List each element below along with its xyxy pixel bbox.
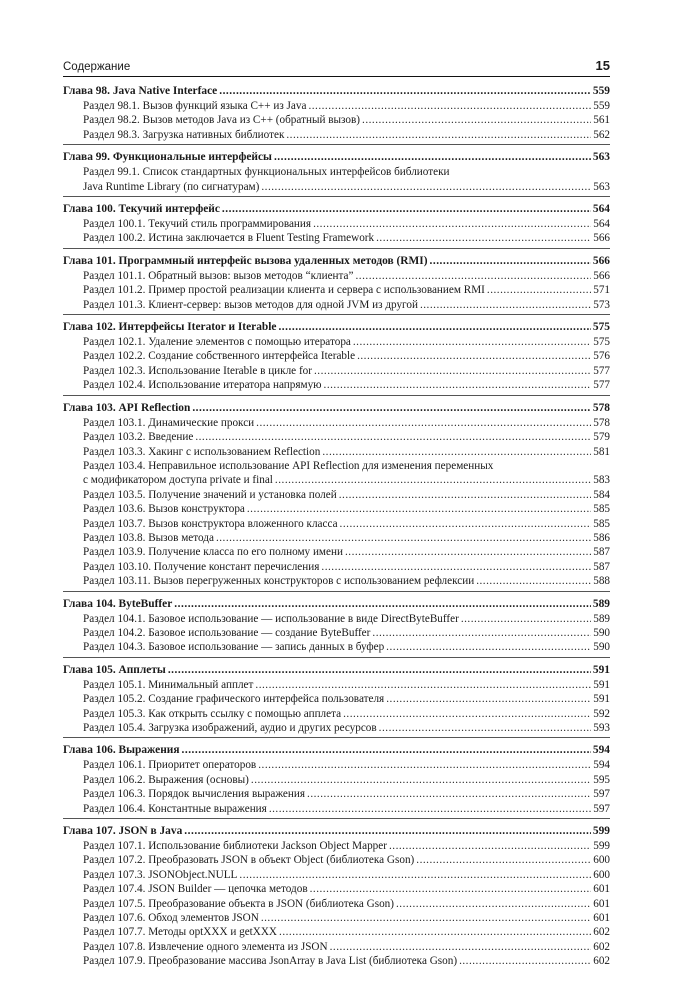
chapter-title: Глава 99. Функциональные интерфейсы <box>63 151 272 164</box>
section-title: Раздел 103.1. Динамические прокси <box>83 416 255 429</box>
section-entry[interactable] <box>63 574 610 588</box>
section-entry[interactable] <box>63 626 610 640</box>
section-entry[interactable] <box>63 692 610 706</box>
section-entry[interactable] <box>63 839 610 853</box>
leader-dots <box>239 868 591 882</box>
section-page: 589 <box>593 612 610 625</box>
section-title-continued: с модификатором доступа private и final <box>83 474 273 487</box>
chapter-page: 575 <box>592 321 610 334</box>
section-title: Раздел 102.3. Использование Iterable в цикле for <box>83 364 312 377</box>
section-page: 588 <box>593 575 610 588</box>
section-entry[interactable] <box>63 430 610 444</box>
section-page: 576 <box>593 350 610 363</box>
section-title: Раздел 106.1. Приоритет операторов <box>83 759 257 772</box>
leader-dots <box>376 231 591 245</box>
leader-dots <box>396 897 591 911</box>
leader-dots <box>219 84 591 99</box>
toc-chapter <box>63 150 610 197</box>
section-title: Раздел 103.4. Неправильное использование API Reflection для изменения переменных <box>83 459 494 472</box>
section-title: Раздел 106.2. Выражения (основы) <box>83 773 249 786</box>
leader-dots <box>258 758 591 772</box>
toc-chapter <box>63 824 610 971</box>
chapter-entry[interactable] <box>63 150 610 165</box>
section-entry[interactable] <box>63 502 610 516</box>
leader-dots <box>261 180 591 194</box>
section-page: 561 <box>593 114 610 127</box>
section-entry[interactable] <box>63 364 610 378</box>
section-entry[interactable] <box>63 349 610 363</box>
section-title: Раздел 105.4. Загрузка изображений, аудио и других ресурсов <box>83 722 377 734</box>
section-title: Раздел 103.9. Получение класса по его полному имени <box>83 546 343 559</box>
section-page: 601 <box>593 897 610 910</box>
leader-dots <box>310 882 592 896</box>
toc-chapter <box>63 743 610 819</box>
section-page: 593 <box>593 722 610 734</box>
chapter-entry[interactable] <box>63 320 610 335</box>
section-page: 575 <box>593 336 610 349</box>
section-page: 577 <box>593 379 610 392</box>
section-page: 591 <box>593 693 610 706</box>
chapter-entry[interactable] <box>63 743 610 758</box>
section-page: 590 <box>593 641 610 654</box>
leader-dots <box>279 925 591 939</box>
header-rule <box>63 76 610 77</box>
chapter-page: 591 <box>592 663 610 676</box>
leader-dots <box>216 531 591 545</box>
section-page: 577 <box>593 364 610 377</box>
chapter-page: 559 <box>592 85 610 97</box>
section-page: 566 <box>593 269 610 282</box>
section-entry[interactable] <box>63 283 610 297</box>
section-page: 562 <box>593 128 610 141</box>
section-page: 602 <box>593 926 610 939</box>
chapter-page: 578 <box>592 401 610 414</box>
section-title: Раздел 102.4. Использование итератора напрямую <box>83 379 322 392</box>
section-entry[interactable] <box>63 113 610 127</box>
section-entry[interactable] <box>63 269 610 283</box>
section-page: 564 <box>593 218 610 231</box>
chapter-page: 566 <box>592 254 610 267</box>
chapter-page: 599 <box>592 825 610 838</box>
leader-dots <box>192 401 591 416</box>
section-title: Раздел 100.2. Истина заключается в Fluent Testing Framework <box>83 232 375 245</box>
section-title: Раздел 107.6. Обход элементов JSON <box>83 912 259 925</box>
chapter-title: Глава 107. JSON в Java <box>63 825 183 838</box>
chapter-page: 589 <box>592 597 610 610</box>
section-entry[interactable] <box>63 217 610 231</box>
section-title: Раздел 107.2. Преобразовать JSON в объект Object (библиотека Gson) <box>83 854 415 867</box>
leader-dots <box>308 99 591 113</box>
leader-dots <box>222 202 591 217</box>
leader-dots <box>343 707 591 721</box>
toc-page <box>63 58 610 976</box>
chapter-page: 594 <box>592 744 610 757</box>
section-entry[interactable] <box>63 416 610 430</box>
section-entry[interactable] <box>63 335 610 349</box>
section-title: Раздел 105.2. Создание графического интерфейса пользователя <box>83 693 385 706</box>
section-page: 590 <box>593 626 610 639</box>
section-entry[interactable] <box>63 445 610 459</box>
section-page: 600 <box>593 854 610 867</box>
chapter-title: Глава 104. ByteBuffer <box>63 597 173 610</box>
section-page: 581 <box>593 445 610 458</box>
section-title: Раздел 103.2. Введение <box>83 431 194 444</box>
section-title: Раздел 103.10. Получение констант перечисления <box>83 560 320 573</box>
section-entry[interactable] <box>63 758 610 772</box>
section-page: 585 <box>593 503 610 516</box>
leader-dots <box>286 128 591 142</box>
section-title: Раздел 98.3. Загрузка нативных библиотек <box>83 128 285 141</box>
chapter-title: Глава 100. Текучий интерфейс <box>63 203 220 216</box>
section-page: 579 <box>593 431 610 444</box>
section-page: 594 <box>593 759 610 772</box>
leader-dots <box>247 502 591 516</box>
leader-dots <box>356 269 592 283</box>
leader-dots <box>324 378 592 392</box>
section-entry[interactable] <box>63 911 610 925</box>
toc-chapter <box>63 663 610 739</box>
section-page: 586 <box>593 531 610 544</box>
chapter-entry[interactable] <box>63 84 610 99</box>
section-page: 583 <box>593 474 610 487</box>
leader-dots <box>278 320 590 335</box>
leader-dots <box>340 517 592 531</box>
toc-chapter <box>63 202 610 249</box>
section-entry[interactable] <box>63 488 610 502</box>
leader-dots <box>307 787 591 801</box>
section-page: 571 <box>593 284 610 297</box>
chapter-page: 564 <box>592 203 610 216</box>
chapter-entry[interactable] <box>63 401 610 416</box>
chapter-entry[interactable] <box>63 597 610 612</box>
section-page: 591 <box>593 678 610 691</box>
chapter-title: Глава 105. Апплеты <box>63 663 166 676</box>
toc-chapter <box>63 84 610 145</box>
chapter-title: Глава 102. Интерфейсы Iterator и Iterable <box>63 321 277 334</box>
leader-dots <box>487 283 591 297</box>
section-entry[interactable] <box>63 378 610 392</box>
section-page: 597 <box>593 788 610 801</box>
section-entry[interactable] <box>63 231 610 245</box>
section-title: Раздел 104.3. Базовое использование — запись данных в буфер <box>83 641 385 654</box>
section-title: Раздел 106.4. Константные выражения <box>83 802 267 815</box>
leader-dots <box>420 298 591 312</box>
chapter-page: 563 <box>592 151 610 164</box>
leader-dots <box>459 954 591 968</box>
section-title: Раздел 103.3. Хакинг с использованием Reflection <box>83 445 321 458</box>
section-entry[interactable] <box>63 707 610 721</box>
section-entry[interactable] <box>63 545 610 559</box>
leader-dots <box>345 545 591 559</box>
running-head-title: Содержание <box>63 61 131 73</box>
section-entry[interactable] <box>63 459 610 473</box>
leader-dots <box>261 911 591 925</box>
leader-dots <box>195 430 591 444</box>
leader-dots <box>251 773 591 787</box>
section-title: Раздел 103.8. Вызов метода <box>83 531 214 544</box>
leader-dots <box>256 416 591 430</box>
section-page: 601 <box>593 883 610 896</box>
section-entry[interactable] <box>63 678 610 692</box>
leader-dots <box>362 113 591 127</box>
leader-dots <box>430 254 591 269</box>
chapter-entry[interactable] <box>63 254 610 269</box>
section-entry[interactable] <box>63 897 610 911</box>
running-head <box>63 58 610 74</box>
section-entry-continued[interactable] <box>63 180 610 194</box>
leader-dots <box>357 349 591 363</box>
leader-dots <box>416 853 591 867</box>
section-title: Раздел 103.5. Получение значений и установка полей <box>83 488 337 501</box>
section-page: 587 <box>593 560 610 573</box>
section-title: Раздел 106.3. Порядок вычисления выражения <box>83 788 306 801</box>
section-entry[interactable] <box>63 868 610 882</box>
leader-dots <box>274 150 591 165</box>
section-page: 559 <box>593 100 610 112</box>
leader-dots <box>275 473 591 487</box>
section-title: Раздел 101.2. Пример простой реализации клиента и сервера с использованием RMI <box>83 284 485 297</box>
section-page: 585 <box>593 517 610 530</box>
section-page: 592 <box>593 707 610 720</box>
chapter-entry[interactable] <box>63 663 610 678</box>
section-entry[interactable] <box>63 882 610 896</box>
section-title: Раздел 102.1. Удаление элементов с помощью итератора <box>83 336 351 349</box>
leader-dots <box>182 743 591 758</box>
section-title: Раздел 104.1. Базовое использование — использование в виде DirectByteBuffer <box>83 612 459 625</box>
leader-dots <box>386 692 591 706</box>
section-page: 584 <box>593 488 610 501</box>
leader-dots <box>174 597 591 612</box>
section-title: Раздел 103.6. Вызов конструктора <box>83 503 245 516</box>
section-entry[interactable] <box>63 612 610 626</box>
leader-dots <box>321 560 591 574</box>
chapter-title: Глава 101. Программный интерфейс вызова удаленных методов (RMI) <box>63 254 428 267</box>
section-entry[interactable] <box>63 802 610 816</box>
section-title: Раздел 98.2. Вызов методов Java из C++ (обратный вызов) <box>83 114 361 127</box>
leader-dots <box>322 445 591 459</box>
section-title: Раздел 107.4. JSON Builder — цепочка методов <box>83 883 308 896</box>
section-title: Раздел 101.1. Обратный вызов: вызов методов “клиента” <box>83 269 354 282</box>
section-page: 600 <box>593 868 610 881</box>
chapter-title: Глава 98. Java Native Interface <box>63 85 218 97</box>
section-entry[interactable] <box>63 925 610 939</box>
section-entry[interactable] <box>63 940 610 954</box>
section-title: Раздел 103.7. Вызов конструктора вложенного класса <box>83 517 338 530</box>
section-title: Раздел 100.1. Текучий стиль программирования <box>83 218 312 231</box>
section-entry[interactable] <box>63 773 610 787</box>
section-entry[interactable] <box>63 560 610 574</box>
leader-dots <box>330 940 592 954</box>
chapter-entry[interactable] <box>63 202 610 217</box>
leader-dots <box>314 364 591 378</box>
section-title: Раздел 107.9. Преобразование массива JsonArray в Java List (библиотека Gson) <box>83 955 458 968</box>
leader-dots <box>386 640 591 654</box>
section-page: 573 <box>593 298 610 311</box>
section-title: Раздел 101.3. Клиент-сервер: вызов методов для одной JVM из другой <box>83 298 418 311</box>
section-page: 566 <box>593 232 610 245</box>
table-of-contents <box>63 84 610 971</box>
section-title: Раздел 107.3. JSONObject.NULL <box>83 868 238 881</box>
section-page: 595 <box>593 773 610 786</box>
section-title: Раздел 107.5. Преобразование объекта в JSON (библиотека Gson) <box>83 897 394 910</box>
chapter-title: Глава 106. Выражения <box>63 744 180 757</box>
section-page: 601 <box>593 912 610 925</box>
section-entry[interactable] <box>63 517 610 531</box>
section-title-continued: Java Runtime Library (по сигнатурам) <box>83 180 260 193</box>
leader-dots <box>379 721 592 735</box>
toc-chapter <box>63 401 610 592</box>
section-entry[interactable] <box>63 787 610 801</box>
section-page: 602 <box>593 955 610 968</box>
section-page: 587 <box>593 546 610 559</box>
toc-chapter <box>63 254 610 315</box>
section-title: Раздел 104.2. Базовое использование — создание ByteBuffer <box>83 626 371 639</box>
section-entry[interactable] <box>63 640 610 654</box>
section-entry[interactable] <box>63 954 610 968</box>
section-title: Раздел 107.1. Использование библиотеки Jackson Object Mapper <box>83 840 387 853</box>
section-title: Раздел 103.11. Вызов перегруженных конструкторов с использованием рефлексии <box>83 575 475 588</box>
leader-dots <box>372 626 591 640</box>
leader-dots <box>313 217 591 231</box>
section-entry[interactable] <box>63 99 610 113</box>
section-title: Раздел 99.1. Список стандартных функциональных интерфейсов библиотеки <box>83 166 450 179</box>
leader-dots <box>461 612 591 626</box>
chapter-entry[interactable] <box>63 824 610 839</box>
toc-chapter <box>63 320 610 396</box>
section-entry[interactable] <box>63 721 610 735</box>
section-entry[interactable] <box>63 298 610 312</box>
section-entry[interactable] <box>63 531 610 545</box>
section-entry[interactable] <box>63 853 610 867</box>
section-title: Раздел 105.3. Как открыть ссылку с помощью апплета <box>83 707 342 720</box>
section-title: Раздел 98.1. Вызов функций языка C++ из Java <box>83 100 307 112</box>
leader-dots <box>353 335 591 349</box>
section-page: 563 <box>593 180 610 193</box>
section-title: Раздел 107.8. Извлечение одного элемента из JSON <box>83 940 328 953</box>
leader-dots <box>389 839 591 853</box>
leader-dots <box>476 574 591 588</box>
section-title: Раздел 107.7. Методы optXXX и getXXX <box>83 926 278 939</box>
section-page: 602 <box>593 940 610 953</box>
section-title: Раздел 105.1. Минимальный апплет <box>83 678 254 691</box>
section-page: 578 <box>593 416 610 429</box>
toc-chapter <box>63 597 610 658</box>
section-page: 599 <box>593 840 610 853</box>
section-entry-continued[interactable] <box>63 473 610 487</box>
section-page: 597 <box>593 802 610 815</box>
leader-dots <box>168 663 591 678</box>
leader-dots <box>255 678 591 692</box>
leader-dots <box>184 824 591 839</box>
section-entry[interactable] <box>63 128 610 142</box>
page-number: 15 <box>595 58 610 73</box>
leader-dots <box>339 488 592 502</box>
section-title: Раздел 102.2. Создание собственного интерфейса Iterable <box>83 350 356 363</box>
leader-dots <box>269 802 591 816</box>
section-entry[interactable] <box>63 165 610 179</box>
chapter-title: Глава 103. API Reflection <box>63 401 191 414</box>
